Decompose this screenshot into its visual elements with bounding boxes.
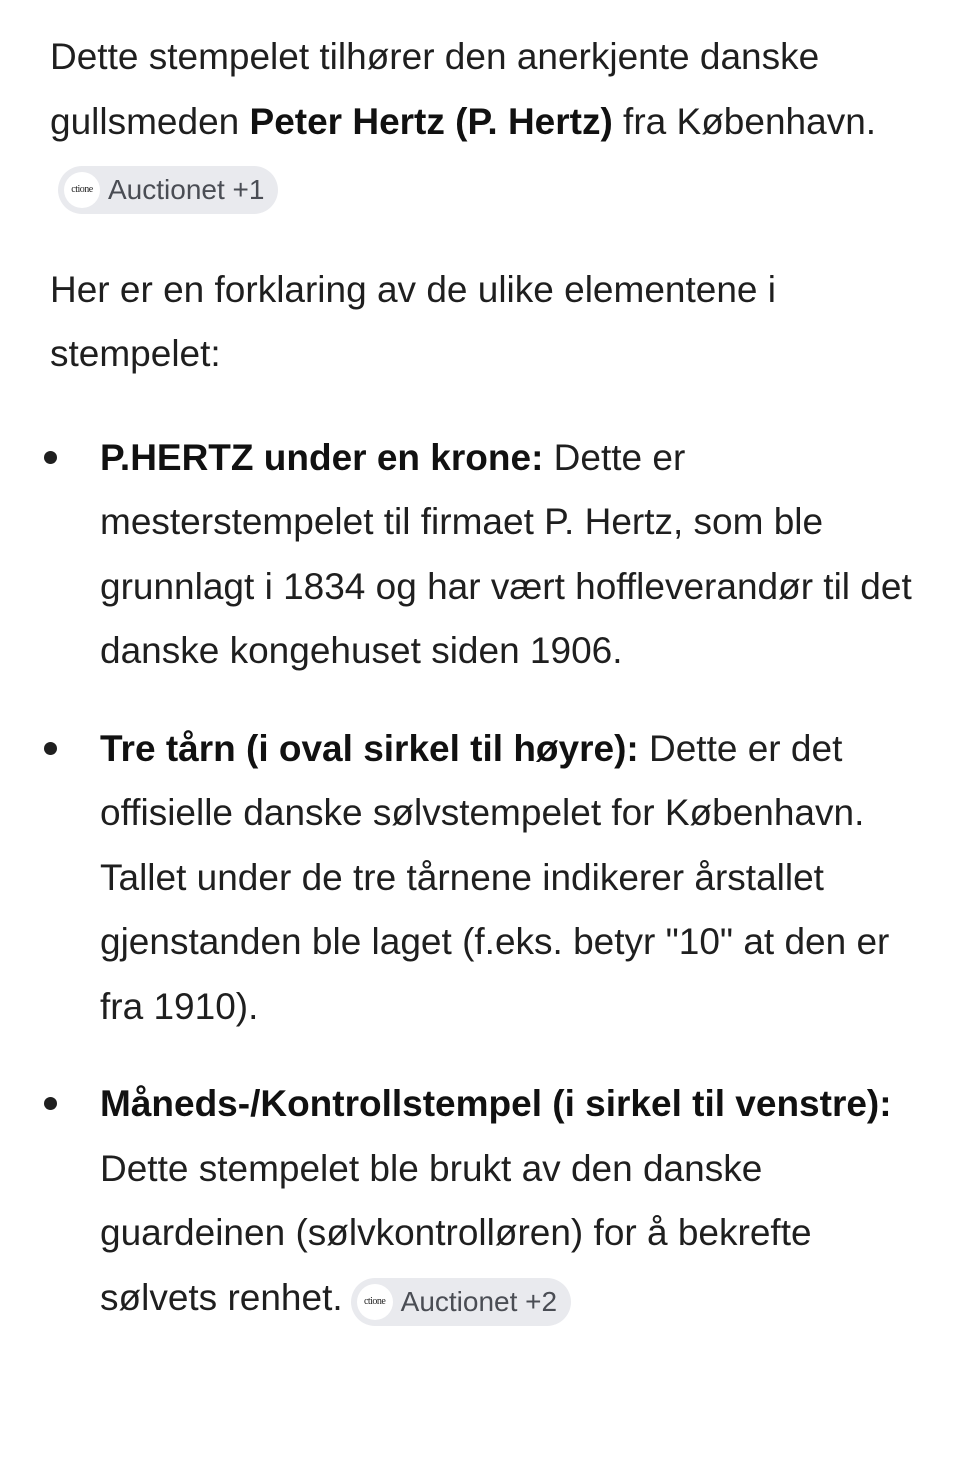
intro-paragraph <box>50 25 930 219</box>
response-content <box>50 25 930 1330</box>
source-chip-auctionet-2[interactable] <box>351 1278 571 1326</box>
list-item-city-mark <box>50 717 930 1040</box>
bullet-icon <box>44 742 57 755</box>
list-item-title: Tre tårn (i oval sirkel til høyre): <box>100 727 639 769</box>
intro-text: Dette stempelet tilhører den anerkjente danske gullsmeden <box>50 36 820 142</box>
source-chip-auctionet-1[interactable] <box>58 166 278 214</box>
list-item-text: Dette er det offisielle danske sølvstempelet for København. Tallet under de tre tårnene indikerer årstallet gjenstanden ble laget (f.eks. betyr "10" at den er fra 1910). <box>100 727 890 1027</box>
list-item-text: Dette stempelet ble brukt av den danske guardeinen (sølvkontrolløren) for å bekrefte sølvets renhet. <box>100 1147 812 1318</box>
auctionet-favicon-icon: ctione <box>357 1284 393 1320</box>
bullet-icon <box>44 1097 57 1110</box>
hallmark-list <box>50 426 930 1331</box>
list-item-control-mark <box>50 1072 930 1330</box>
source-chip-label: Auctionet +1 <box>108 174 265 205</box>
list-item-text: Dette er mesterstempelet til firmaet P. Hertz, som ble grunnlagt i 1834 og har vært hoffleverandør til det danske kongehuset siden 1906. <box>100 436 912 671</box>
auctionet-favicon-icon: ctione <box>64 172 100 208</box>
intro-text-after: fra København. <box>612 100 877 142</box>
list-item-title: Måneds-/Kontrollstempel (i sirkel til venstre): <box>100 1083 892 1124</box>
source-chip-label: Auctionet +2 <box>400 1285 558 1317</box>
list-item-title: P.HERTZ under en krone: <box>100 436 544 478</box>
explanation-intro: Her er en forklaring av de ulike elementene i stempelet: <box>50 268 776 374</box>
bullet-icon <box>44 451 57 464</box>
list-item-maker-mark <box>50 426 930 684</box>
intro-bold-name: Peter Hertz (P. Hertz) <box>249 100 613 142</box>
